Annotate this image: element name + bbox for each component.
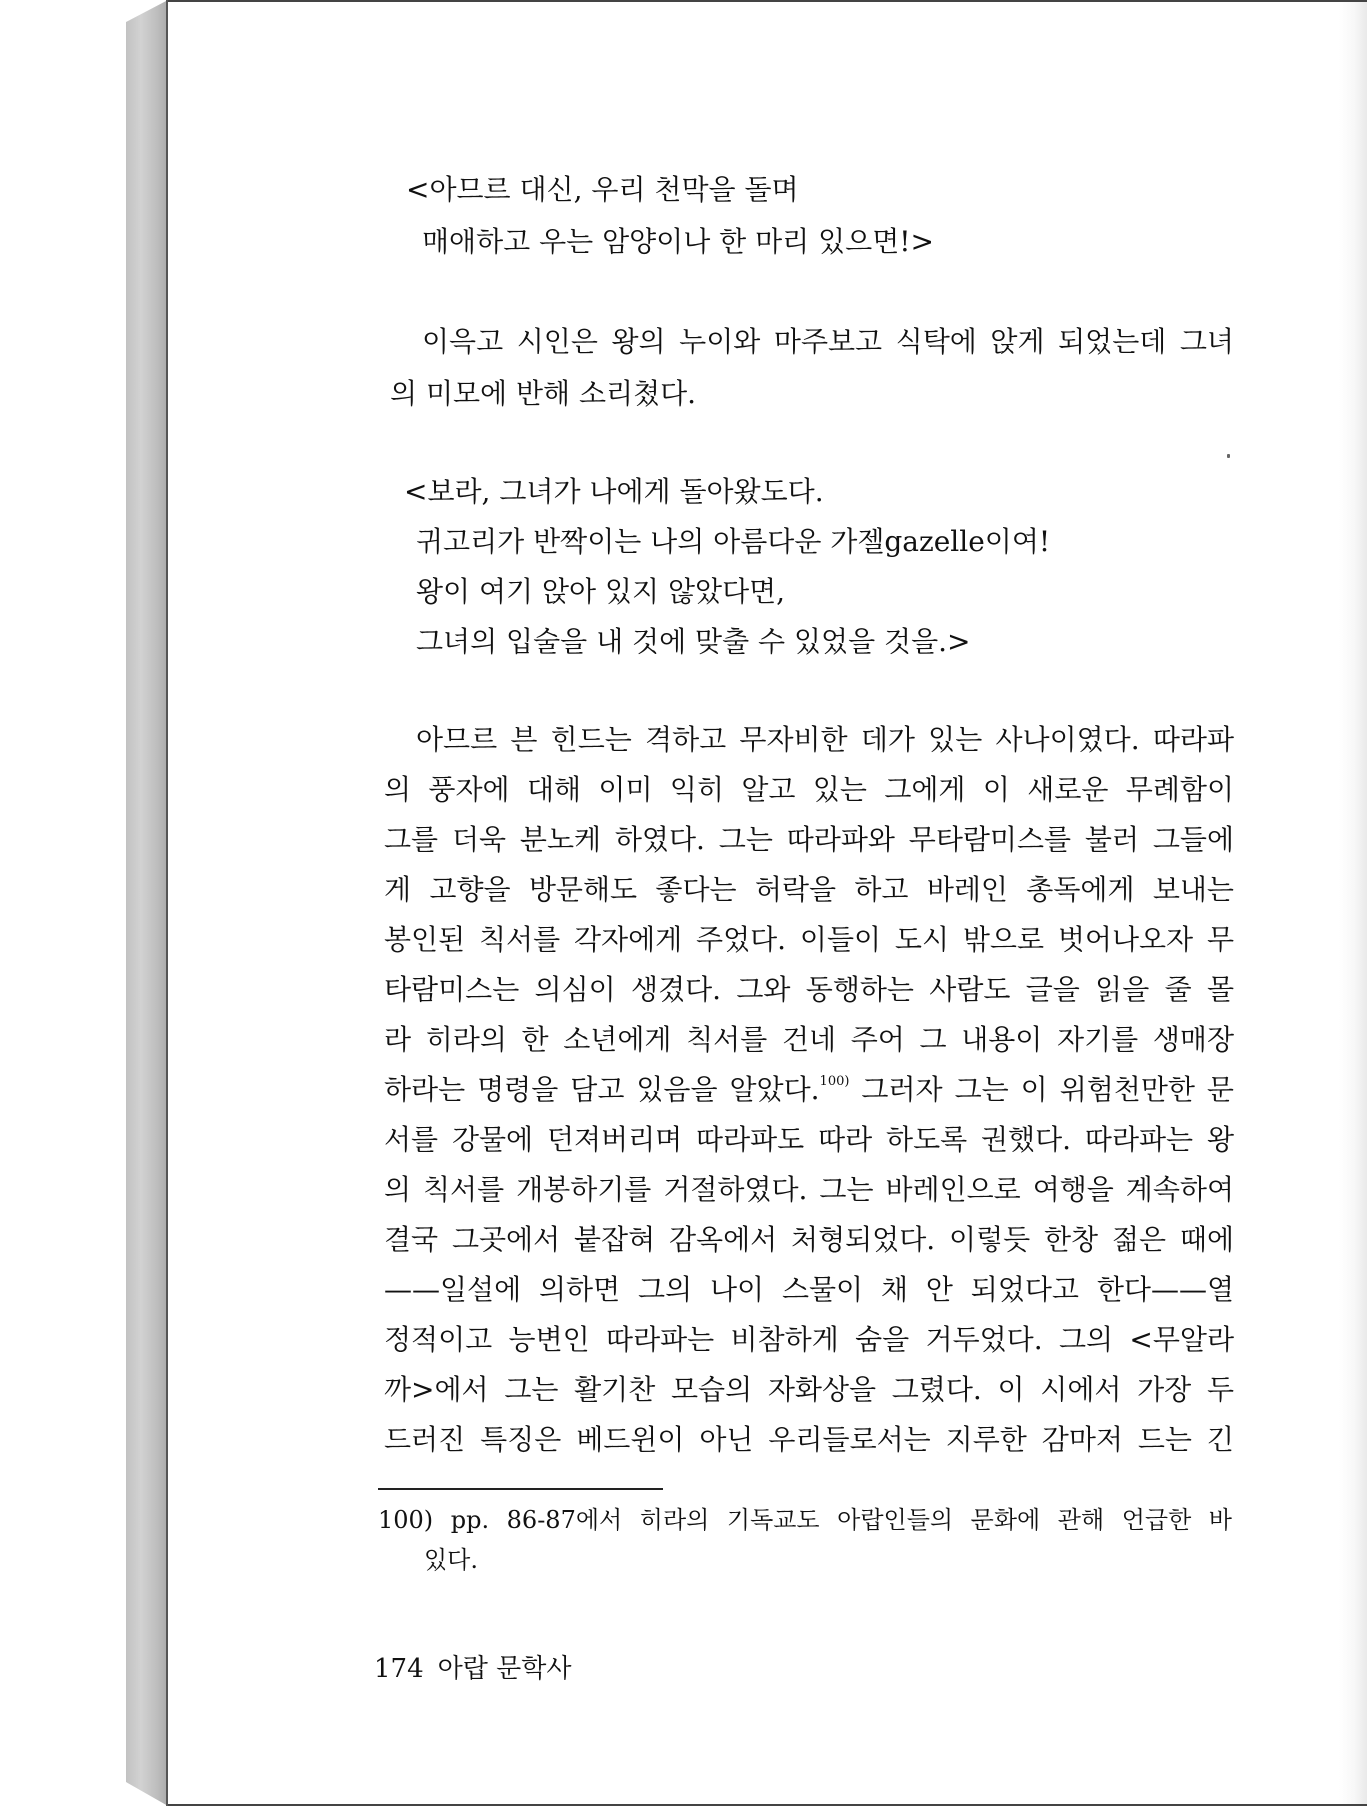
poem1-line-1: <아므르 대신, 우리 천막을 돌며	[406, 173, 799, 206]
poem2-line-4: 그녀의 입술을 내 것에 맞출 수 있었을 것을.>	[416, 625, 971, 658]
para2-line-11: 결국 그곳에서 붙잡혀 감옥에서 처형되었다. 이렇듯 한창 젊은 때에	[384, 1223, 1234, 1256]
para1-line-1: 이윽고 시인은 왕의 누이와 마주보고 식탁에 앉게 되었는데 그녀	[422, 325, 1234, 358]
poem2-line-1: <보라, 그녀가 나에게 돌아왔도다.	[404, 475, 824, 508]
para1-line-2: 의 미모에 반해 소리쳤다.	[390, 377, 697, 410]
page-folio	[374, 1652, 572, 1686]
poem2-line-2: 귀고리가 반짝이는 나의 아름다운 가젤gazelle이여!	[416, 525, 1051, 558]
footnote-line-1: 100) pp. 86-87에서 히라의 기독교도 아랍인들의 문화에 관해 언급한 바	[378, 1506, 1232, 1534]
para2-line-9: 서를 강물에 던져버리며 따라파도 따라 하도록 권했다. 따라파는 왕	[384, 1123, 1234, 1156]
page-number: 174	[374, 1654, 424, 1684]
para2-line-8-before: 하라는 명령을 담고 있음을 알았다.	[384, 1073, 820, 1106]
page-speck	[1227, 454, 1230, 458]
para2-line-13: 정적이고 능변인 따라파는 비참하게 숨을 거두었다. 그의 <무알라	[384, 1323, 1234, 1356]
para2-line-4: 게 고향을 방문해도 좋다는 허락을 하고 바레인 총독에게 보내는	[384, 873, 1234, 906]
poem2-line-3: 왕이 여기 앉아 있지 않았다면,	[416, 575, 786, 608]
para2-line-1: 아므르 븐 힌드는 격하고 무자비한 데가 있는 사나이였다. 따라파	[416, 723, 1234, 756]
footnote-line-2: 있다.	[424, 1546, 478, 1574]
footnote-rule	[378, 1488, 663, 1490]
para2-line-15: 드러진 특징은 베드윈이 아닌 우리들로서는 지루한 감마저 드는 긴	[384, 1423, 1234, 1456]
para2-line-8	[384, 1072, 1234, 1108]
para2-line-6: 타람미스는 의심이 생겼다. 그와 동행하는 사람도 글을 읽을 줄 몰	[384, 973, 1234, 1006]
para2-line-8-after: 그러자 그는 이 위험천만한 문	[849, 1073, 1234, 1106]
para2-line-12: ——일설에 의하면 그의 나이 스물이 채 안 되었다고 한다——열	[384, 1273, 1234, 1306]
para2-line-14: 까>에서 그는 활기찬 모습의 자화상을 그렸다. 이 시에서 가장 두	[384, 1373, 1234, 1406]
para2-line-3: 그를 더욱 분노케 하였다. 그는 따라파와 무타람미스를 불러 그들에	[384, 823, 1234, 856]
para2-line-7: 라 히라의 한 소년에게 칙서를 건네 주어 그 내용이 자기를 생매장	[384, 1023, 1234, 1056]
para2-line-10: 의 칙서를 개봉하기를 거절하였다. 그는 바레인으로 여행을 계속하여	[384, 1173, 1234, 1206]
footnote-reference: 100)	[819, 1073, 850, 1089]
running-title: 아랍 문학사	[437, 1654, 572, 1684]
para2-line-5: 봉인된 칙서를 각자에게 주었다. 이들이 도시 밖으로 벗어나오자 무	[384, 923, 1234, 956]
para2-line-2: 의 풍자에 대해 이미 익히 알고 있는 그에게 이 새로운 무례함이	[384, 773, 1234, 806]
poem1-line-2: 매애하고 우는 암양이나 한 마리 있으면!>	[422, 225, 934, 258]
book-spine	[126, 0, 168, 1806]
